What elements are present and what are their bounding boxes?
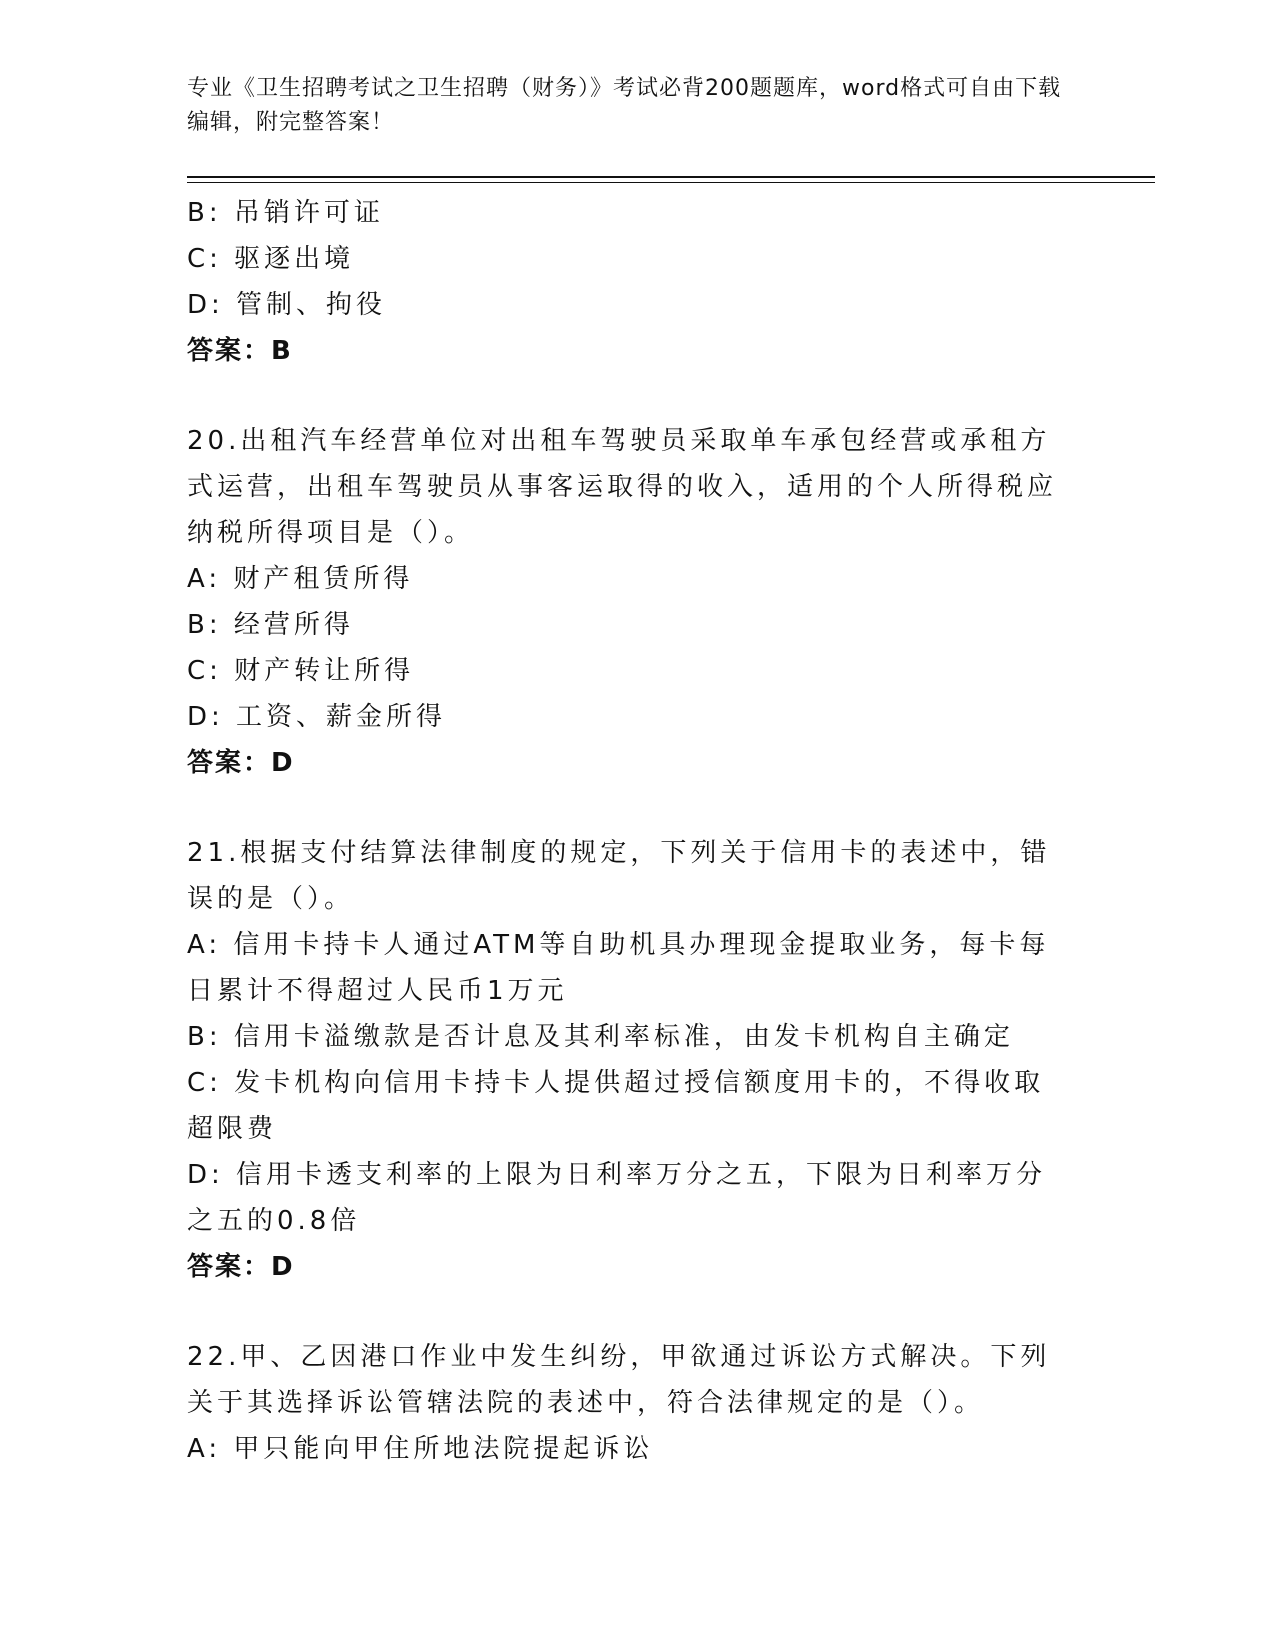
question-21-option-d: D: 信用卡透支利率的上限为日利率万分之五，下限为日利率万分之五的0.8倍 [187, 1160, 1047, 1236]
spacer [187, 786, 1067, 830]
question-content [187, 190, 1067, 1472]
option-c: C: 驱逐出境 [187, 244, 355, 274]
question-20-option-c: C: 财产转让所得 [187, 656, 415, 686]
spacer [187, 374, 1067, 418]
question-20-option-d: D: 工资、薪金所得 [187, 702, 447, 732]
question-22-option-a: A: 甲只能向甲住所地法院提起诉讼 [187, 1434, 654, 1464]
question-21-option-c: C: 发卡机构向信用卡持卡人提供超过授信额度用卡的，不得收取超限费 [187, 1068, 1045, 1144]
header-divider-thin [187, 182, 1155, 183]
question-20-option-b: B: 经营所得 [187, 610, 354, 640]
option-d: D: 管制、拘役 [187, 290, 387, 320]
header-divider [187, 176, 1155, 178]
question-21-answer: 答案：D [187, 1252, 295, 1282]
page-header: 专业《卫生招聘考试之卫生招聘（财务）》考试必背200题题库，word格式可自由下载编辑，附完整答案！ [187, 76, 1062, 135]
question-20-option-a: A: 财产租赁所得 [187, 564, 414, 594]
question-20-answer: 答案：D [187, 748, 295, 778]
option-b: B: 吊销许可证 [187, 198, 384, 228]
answer-label: 答案：B [187, 336, 293, 366]
spacer [187, 1290, 1067, 1334]
question-22: 22.甲、乙因港口作业中发生纠纷，甲欲通过诉讼方式解决。下列关于其选择诉讼管辖法院的表述中，符合法律规定的是（）。 [187, 1342, 1051, 1418]
question-21-option-a: A: 信用卡持卡人通过ATM等自助机具办理现金提取业务，每卡每日累计不得超过人民币1万元 [187, 930, 1050, 1006]
question-21-option-b: B: 信用卡溢缴款是否计息及其利率标准，由发卡机构自主确定 [187, 1022, 1014, 1052]
question-21: 21.根据支付结算法律制度的规定，下列关于信用卡的表述中，错误的是（）。 [187, 838, 1051, 914]
question-20: 20.出租汽车经营单位对出租车驾驶员采取单车承包经营或承租方式运营，出租车驾驶员从事客运取得的收入，适用的个人所得税应纳税所得项目是（）。 [187, 426, 1058, 548]
